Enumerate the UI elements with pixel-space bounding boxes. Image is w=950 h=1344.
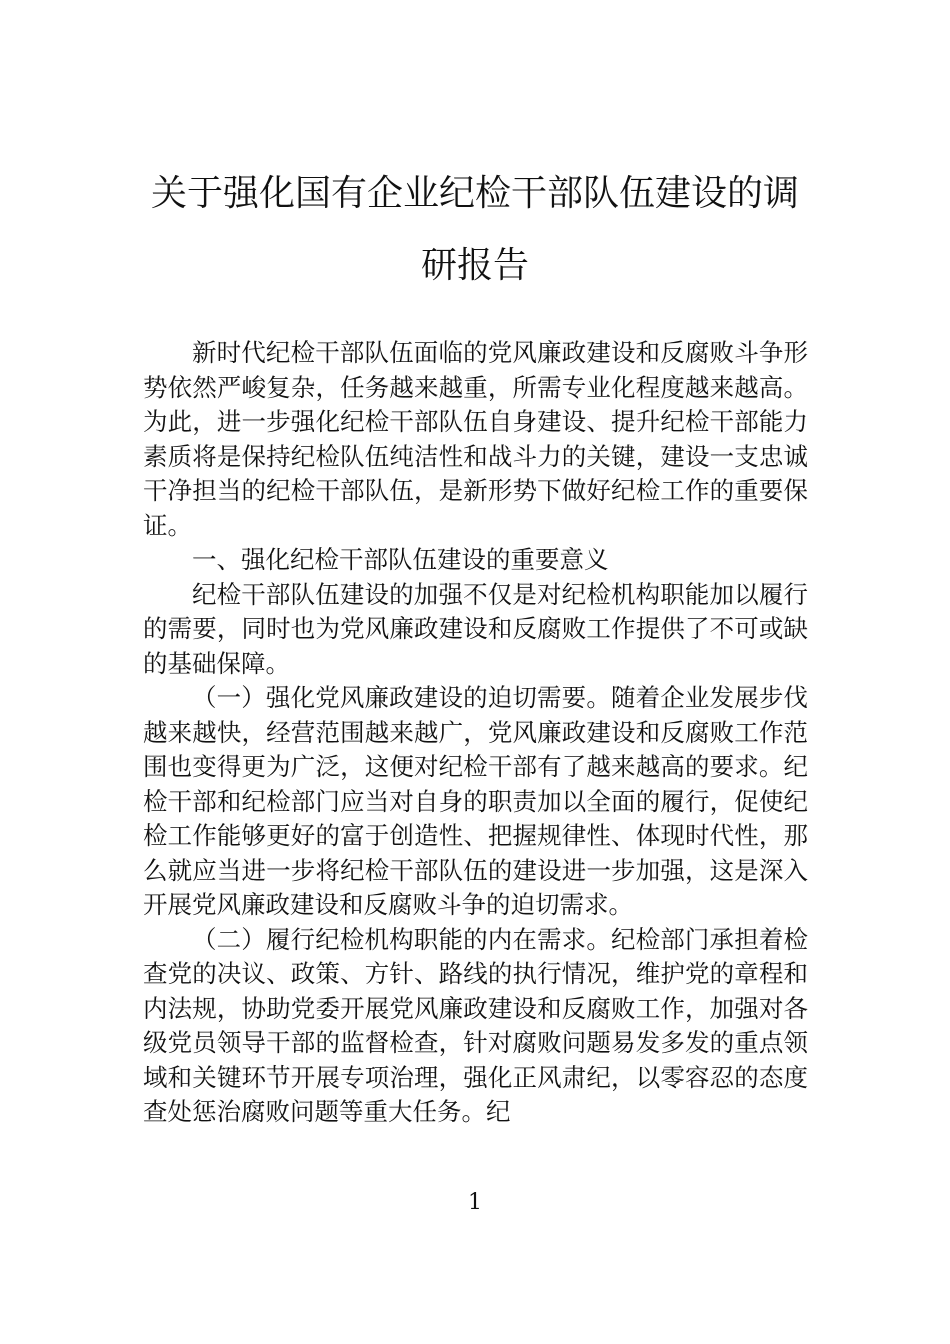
section-heading-1: 一、强化纪检干部队伍建设的重要意义 <box>192 545 609 574</box>
document-body <box>143 336 808 1130</box>
subsection-1-paragraph: （一）强化党风廉政建设的迫切需要。随着企业发展步伐越来越快，经营范围越来越广，党风廉政建设和反腐败工作范围也变得更为广泛，这便对纪检干部有了越来越高的要求。纪检干部和纪检部门应当对自身的职责加以全面的履行，促使纪检工作能够更好的富于创造性、把握规律性、体现时代性，那么就应当进一步将纪检干部队伍的建设进一步加强，这是深入开展党风廉政建设和反腐败斗争的迫切需求。 <box>143 683 808 919</box>
section-1-paragraph: 纪检干部队伍建设的加强不仅是对纪检机构职能加以履行的需要，同时也为党风廉政建设和反腐败工作提供了不可或缺的基础保障。 <box>143 579 808 678</box>
page-number: 1 <box>468 1190 482 1215</box>
subsection-2-paragraph: （二）履行纪检机构职能的内在需求。纪检部门承担着检查党的决议、政策、方针、路线的执行情况，维护党的章程和内法规，协助党委开展党风廉政建设和反腐败工作，加强对各级党员领导干部的监督检查，针对腐败问题易发多发的重点领域和关键环节开展专项治理，强化正风肃纪，以零容忍的态度查处惩治腐败问题等重大任务。纪 <box>143 924 808 1126</box>
document-title-line-1: 关于强化国有企业纪检干部队伍建设的调 <box>150 173 799 214</box>
document-title-line-2: 研报告 <box>420 245 529 286</box>
intro-paragraph: 新时代纪检干部队伍面临的党风廉政建设和反腐败斗争形势依然严峻复杂，任务越来越重，所需专业化程度越来越高。为此，进一步强化纪检干部队伍自身建设、提升纪检干部能力素质将是保持纪检队伍纯洁性和战斗力的关键，建设一支忠诚干净担当的纪检干部队伍，是新形势下做好纪检工作的重要保证。 <box>143 338 808 540</box>
